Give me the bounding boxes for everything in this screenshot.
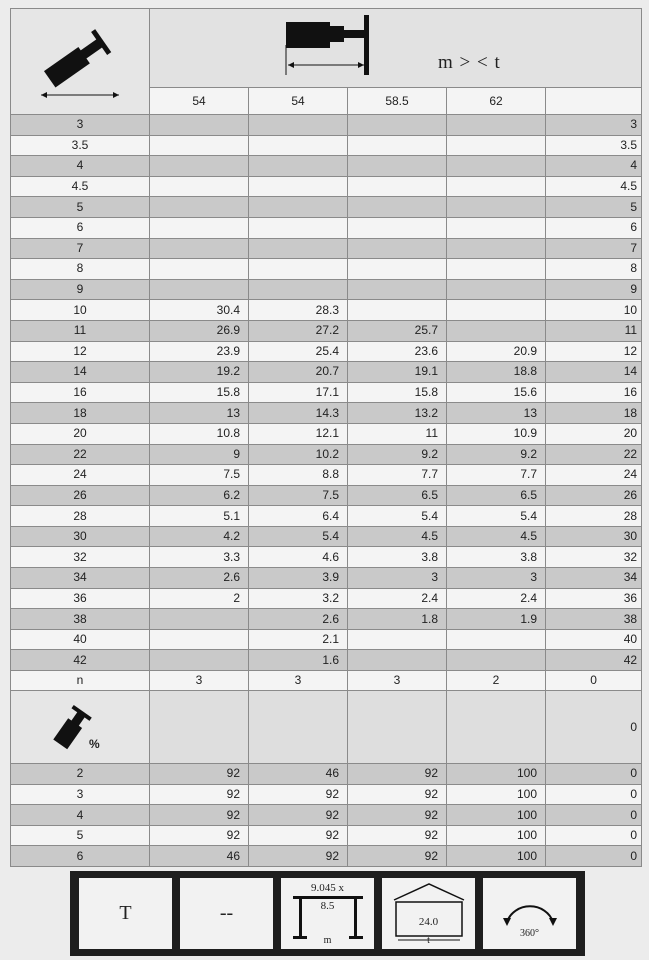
table-row xyxy=(11,135,642,156)
load-value-cell xyxy=(348,259,447,280)
load-value-cell: 18 xyxy=(546,403,642,424)
load-value-cell xyxy=(150,197,249,218)
load-value-cell: 5.4 xyxy=(249,526,348,547)
mode-label: T xyxy=(119,902,132,924)
n-value-cell: 3 xyxy=(150,671,249,691)
load-value-cell: 6.2 xyxy=(150,485,249,506)
percent-value-cell: 0 xyxy=(546,784,642,805)
table-row xyxy=(11,259,642,280)
load-chart-table xyxy=(10,8,642,867)
radius-cell: 18 xyxy=(11,403,150,424)
radius-cell: 22 xyxy=(11,444,150,465)
n-value-cell: 3 xyxy=(249,671,348,691)
table-row xyxy=(11,423,642,444)
load-value-cell xyxy=(348,176,447,197)
table-row xyxy=(11,320,642,341)
table-row xyxy=(11,629,642,650)
boom-length-1: 54 xyxy=(150,88,249,115)
radius-cell: 42 xyxy=(11,650,150,671)
section-cell: 4 xyxy=(11,805,150,826)
load-value-cell xyxy=(249,238,348,259)
outrigger-box xyxy=(281,878,374,949)
outrigger-length: 8.5 xyxy=(320,900,335,912)
load-value-cell: 13 xyxy=(150,403,249,424)
load-value-cell xyxy=(150,279,249,300)
percent-value-cell: 92 xyxy=(348,764,447,785)
load-value-cell: 13.2 xyxy=(348,403,447,424)
load-value-cell: 11 xyxy=(348,423,447,444)
outrigger-width: 9.045 x xyxy=(311,882,344,894)
option-box xyxy=(180,878,273,949)
slew-label: 360° xyxy=(520,928,539,939)
table-row xyxy=(11,465,642,486)
table-row xyxy=(11,825,642,846)
load-value-cell xyxy=(150,176,249,197)
radius-cell: 7 xyxy=(11,238,150,259)
load-value-cell xyxy=(150,156,249,177)
load-value-cell: 3.8 xyxy=(447,547,546,568)
load-value-cell: 10.8 xyxy=(150,423,249,444)
load-value-cell xyxy=(249,279,348,300)
percent-value-cell: 92 xyxy=(150,825,249,846)
load-value-cell: 2 xyxy=(150,588,249,609)
boom-length-4: 62 xyxy=(447,88,546,115)
counterweight-value: 24.0 xyxy=(418,916,439,928)
section-cell: 5 xyxy=(11,825,150,846)
load-value-cell: 30.4 xyxy=(150,300,249,321)
load-value-cell: 28.3 xyxy=(249,300,348,321)
load-value-cell: 5.4 xyxy=(447,506,546,527)
percent-value-cell: 92 xyxy=(150,784,249,805)
load-value-cell: 2.6 xyxy=(249,609,348,630)
load-value-cell: 10 xyxy=(546,300,642,321)
load-value-cell: 4.5 xyxy=(546,176,642,197)
load-value-cell: 30 xyxy=(546,526,642,547)
load-value-cell: 17.1 xyxy=(249,382,348,403)
percent-value-cell: 0 xyxy=(546,764,642,785)
table-row xyxy=(11,609,642,630)
load-value-cell: 7.5 xyxy=(150,465,249,486)
percent-value-cell: 100 xyxy=(447,784,546,805)
percent-value-cell: 92 xyxy=(348,784,447,805)
table-row xyxy=(11,403,642,424)
load-value-cell xyxy=(249,197,348,218)
load-value-cell xyxy=(249,259,348,280)
load-value-cell: 3.5 xyxy=(546,135,642,156)
table-row xyxy=(11,784,642,805)
table-row xyxy=(11,279,642,300)
radius-cell: 12 xyxy=(11,341,150,362)
counterweight-box xyxy=(382,878,475,949)
load-value-cell: 15.8 xyxy=(150,382,249,403)
load-value-cell xyxy=(447,629,546,650)
counterweight-unit: t xyxy=(427,935,430,946)
load-value-cell xyxy=(348,156,447,177)
load-value-cell xyxy=(150,238,249,259)
load-value-cell: 26.9 xyxy=(150,320,249,341)
load-value-cell: 20.7 xyxy=(249,362,348,383)
load-value-cell: 38 xyxy=(546,609,642,630)
load-value-cell xyxy=(150,609,249,630)
radius-cell: 28 xyxy=(11,506,150,527)
slew-box xyxy=(483,878,576,949)
percent-value-cell: 92 xyxy=(249,805,348,826)
radius-cell: 36 xyxy=(11,588,150,609)
load-value-cell: 19.1 xyxy=(348,362,447,383)
percent-header-cell xyxy=(11,691,150,764)
table-row xyxy=(11,588,642,609)
load-value-cell xyxy=(447,217,546,238)
radius-cell: 24 xyxy=(11,465,150,486)
load-value-cell: 3.3 xyxy=(150,547,249,568)
load-value-cell: 28 xyxy=(546,506,642,527)
load-value-cell: 23.9 xyxy=(150,341,249,362)
load-value-cell xyxy=(348,629,447,650)
load-value-cell xyxy=(348,115,447,136)
load-value-cell: 5.4 xyxy=(348,506,447,527)
percent-value-cell: 92 xyxy=(348,846,447,867)
unit-label: m > < t xyxy=(438,52,501,73)
load-value-cell xyxy=(447,279,546,300)
telescope-percent-icon xyxy=(11,691,150,763)
footer-bar xyxy=(70,871,585,956)
load-value-cell xyxy=(150,629,249,650)
boom-radius-icon xyxy=(11,9,150,113)
percent-value-cell: 46 xyxy=(249,764,348,785)
table-row xyxy=(11,341,642,362)
table-row xyxy=(11,650,642,671)
percent-value-cell: 92 xyxy=(249,846,348,867)
table-row xyxy=(11,238,642,259)
load-value-cell xyxy=(348,300,447,321)
load-value-cell: 12 xyxy=(546,341,642,362)
radius-cell: 38 xyxy=(11,609,150,630)
radius-cell: 3 xyxy=(11,115,150,136)
load-value-cell xyxy=(447,259,546,280)
load-value-cell xyxy=(348,217,447,238)
load-value-cell: 3.9 xyxy=(249,568,348,589)
load-value-cell: 3 xyxy=(447,568,546,589)
table-row xyxy=(11,197,642,218)
table-row xyxy=(11,156,642,177)
percent-value-cell: 100 xyxy=(447,805,546,826)
load-value-cell xyxy=(150,135,249,156)
load-value-cell: 2.4 xyxy=(447,588,546,609)
boom-length-header xyxy=(150,9,642,88)
load-value-cell: 3 xyxy=(348,568,447,589)
load-value-cell xyxy=(447,156,546,177)
table-row xyxy=(11,764,642,785)
table-row xyxy=(11,300,642,321)
load-value-cell xyxy=(249,115,348,136)
radius-cell: 8 xyxy=(11,259,150,280)
load-value-cell: 3.8 xyxy=(348,547,447,568)
load-value-cell: 4.5 xyxy=(348,526,447,547)
load-value-cell: 25.7 xyxy=(348,320,447,341)
load-value-cell: 1.8 xyxy=(348,609,447,630)
percent-header-blank xyxy=(447,691,546,764)
load-value-cell xyxy=(447,320,546,341)
table-row xyxy=(11,217,642,238)
load-value-cell: 25.4 xyxy=(249,341,348,362)
load-value-cell: 7.7 xyxy=(447,465,546,486)
load-value-cell xyxy=(447,176,546,197)
radius-cell: 11 xyxy=(11,320,150,341)
section-cell: 3 xyxy=(11,784,150,805)
load-value-cell: 1.6 xyxy=(249,650,348,671)
percent-value-cell: 92 xyxy=(150,764,249,785)
load-value-cell: 2.6 xyxy=(150,568,249,589)
load-value-cell: 42 xyxy=(546,650,642,671)
percent-value-cell: 0 xyxy=(546,825,642,846)
load-value-cell xyxy=(348,279,447,300)
percent-value-cell: 92 xyxy=(249,784,348,805)
radius-cell: 20 xyxy=(11,423,150,444)
percent-value-cell: 92 xyxy=(348,825,447,846)
load-value-cell xyxy=(447,650,546,671)
load-value-cell: 9.2 xyxy=(348,444,447,465)
load-value-cell xyxy=(249,217,348,238)
boom-length-5 xyxy=(546,88,642,115)
load-value-cell: 27.2 xyxy=(249,320,348,341)
load-value-cell: 15.8 xyxy=(348,382,447,403)
load-value-cell: 24 xyxy=(546,465,642,486)
table-row xyxy=(11,115,642,136)
load-value-cell: 9 xyxy=(546,279,642,300)
load-value-cell xyxy=(348,135,447,156)
boom-length-icon xyxy=(150,9,642,87)
load-value-cell xyxy=(447,135,546,156)
load-value-cell xyxy=(150,259,249,280)
percent-value-cell: 100 xyxy=(447,764,546,785)
load-value-cell: 6.4 xyxy=(249,506,348,527)
radius-cell: 9 xyxy=(11,279,150,300)
load-value-cell: 3 xyxy=(546,115,642,136)
load-value-cell: 10.9 xyxy=(447,423,546,444)
load-value-cell: 9.2 xyxy=(447,444,546,465)
table-row xyxy=(11,846,642,867)
mode-box xyxy=(79,878,172,949)
load-value-cell: 20 xyxy=(546,423,642,444)
radius-cell: 5 xyxy=(11,197,150,218)
load-value-cell: 22 xyxy=(546,444,642,465)
radius-cell: 4.5 xyxy=(11,176,150,197)
percent-value-cell: 0 xyxy=(546,846,642,867)
radius-cell: 4 xyxy=(11,156,150,177)
load-value-cell: 6.5 xyxy=(348,485,447,506)
load-value-cell: 19.2 xyxy=(150,362,249,383)
table-row xyxy=(11,506,642,527)
percent-value-cell: 46 xyxy=(150,846,249,867)
load-value-cell: 8 xyxy=(546,259,642,280)
load-value-cell: 12.1 xyxy=(249,423,348,444)
load-value-cell: 15.6 xyxy=(447,382,546,403)
section-cell: 2 xyxy=(11,764,150,785)
load-value-cell xyxy=(447,300,546,321)
n-value-cell: 2 xyxy=(447,671,546,691)
percent-header-blank xyxy=(249,691,348,764)
radius-cell: 6 xyxy=(11,217,150,238)
percent-label: % xyxy=(89,737,100,752)
table-row xyxy=(11,805,642,826)
load-value-cell xyxy=(447,115,546,136)
radius-cell: 40 xyxy=(11,629,150,650)
load-value-cell: 2.1 xyxy=(249,629,348,650)
load-value-cell xyxy=(348,197,447,218)
radius-header-cell xyxy=(11,9,150,115)
percent-header-row xyxy=(11,691,642,764)
radius-cell: 14 xyxy=(11,362,150,383)
load-value-cell: 23.6 xyxy=(348,341,447,362)
load-value-cell xyxy=(249,135,348,156)
load-value-cell: 40 xyxy=(546,629,642,650)
table-row xyxy=(11,362,642,383)
radius-cell: 30 xyxy=(11,526,150,547)
table-row xyxy=(11,176,642,197)
load-value-cell: 9 xyxy=(150,444,249,465)
boom-length-3: 58.5 xyxy=(348,88,447,115)
load-value-cell xyxy=(150,115,249,136)
load-value-cell: 5 xyxy=(546,197,642,218)
table-row xyxy=(11,568,642,589)
n-value-cell: 3 xyxy=(348,671,447,691)
outrigger-unit: m xyxy=(323,935,332,946)
load-value-cell: 20.9 xyxy=(447,341,546,362)
load-value-cell xyxy=(348,650,447,671)
percent-value-cell: 92 xyxy=(348,805,447,826)
load-value-cell: 6 xyxy=(546,217,642,238)
table-row xyxy=(11,485,642,506)
load-value-cell: 10.2 xyxy=(249,444,348,465)
section-cell: 6 xyxy=(11,846,150,867)
table-row xyxy=(11,526,642,547)
load-value-cell: 34 xyxy=(546,568,642,589)
n-value-cell: 0 xyxy=(546,671,642,691)
load-value-cell: 1.9 xyxy=(447,609,546,630)
header-icon-row xyxy=(11,9,642,88)
load-value-cell: 4.2 xyxy=(150,526,249,547)
radius-cell: 26 xyxy=(11,485,150,506)
load-value-cell xyxy=(249,156,348,177)
radius-cell: 10 xyxy=(11,300,150,321)
boom-length-2: 54 xyxy=(249,88,348,115)
load-value-cell: 4.5 xyxy=(447,526,546,547)
load-value-cell xyxy=(447,197,546,218)
load-value-cell: 7.5 xyxy=(249,485,348,506)
table-row xyxy=(11,444,642,465)
percent-value-cell: 100 xyxy=(447,825,546,846)
load-value-cell xyxy=(348,238,447,259)
load-value-cell xyxy=(447,238,546,259)
n-label: n xyxy=(11,671,150,691)
percent-header-last: 0 xyxy=(546,691,642,764)
load-value-cell: 16 xyxy=(546,382,642,403)
radius-cell: 16 xyxy=(11,382,150,403)
load-value-cell: 8.8 xyxy=(249,465,348,486)
load-value-cell: 18.8 xyxy=(447,362,546,383)
load-value-cell: 14 xyxy=(546,362,642,383)
load-value-cell: 4.6 xyxy=(249,547,348,568)
load-value-cell: 4 xyxy=(546,156,642,177)
load-value-cell: 36 xyxy=(546,588,642,609)
load-value-cell: 2.4 xyxy=(348,588,447,609)
load-value-cell xyxy=(150,217,249,238)
percent-value-cell: 0 xyxy=(546,805,642,826)
load-value-cell: 13 xyxy=(447,403,546,424)
table-row xyxy=(11,547,642,568)
load-value-cell: 32 xyxy=(546,547,642,568)
radius-cell: 34 xyxy=(11,568,150,589)
load-value-cell: 6.5 xyxy=(447,485,546,506)
table-row xyxy=(11,382,642,403)
load-value-cell: 5.1 xyxy=(150,506,249,527)
load-value-cell xyxy=(249,176,348,197)
n-row xyxy=(11,671,642,691)
option-label: -- xyxy=(219,902,234,924)
percent-value-cell: 92 xyxy=(249,825,348,846)
load-value-cell: 14.3 xyxy=(249,403,348,424)
load-value-cell: 11 xyxy=(546,320,642,341)
load-value-cell: 26 xyxy=(546,485,642,506)
percent-value-cell: 100 xyxy=(447,846,546,867)
load-value-cell: 7.7 xyxy=(348,465,447,486)
percent-value-cell: 92 xyxy=(150,805,249,826)
percent-header-blank xyxy=(348,691,447,764)
load-value-cell: 7 xyxy=(546,238,642,259)
load-value-cell xyxy=(150,650,249,671)
percent-header-blank xyxy=(150,691,249,764)
radius-cell: 32 xyxy=(11,547,150,568)
load-value-cell: 3.2 xyxy=(249,588,348,609)
radius-cell: 3.5 xyxy=(11,135,150,156)
